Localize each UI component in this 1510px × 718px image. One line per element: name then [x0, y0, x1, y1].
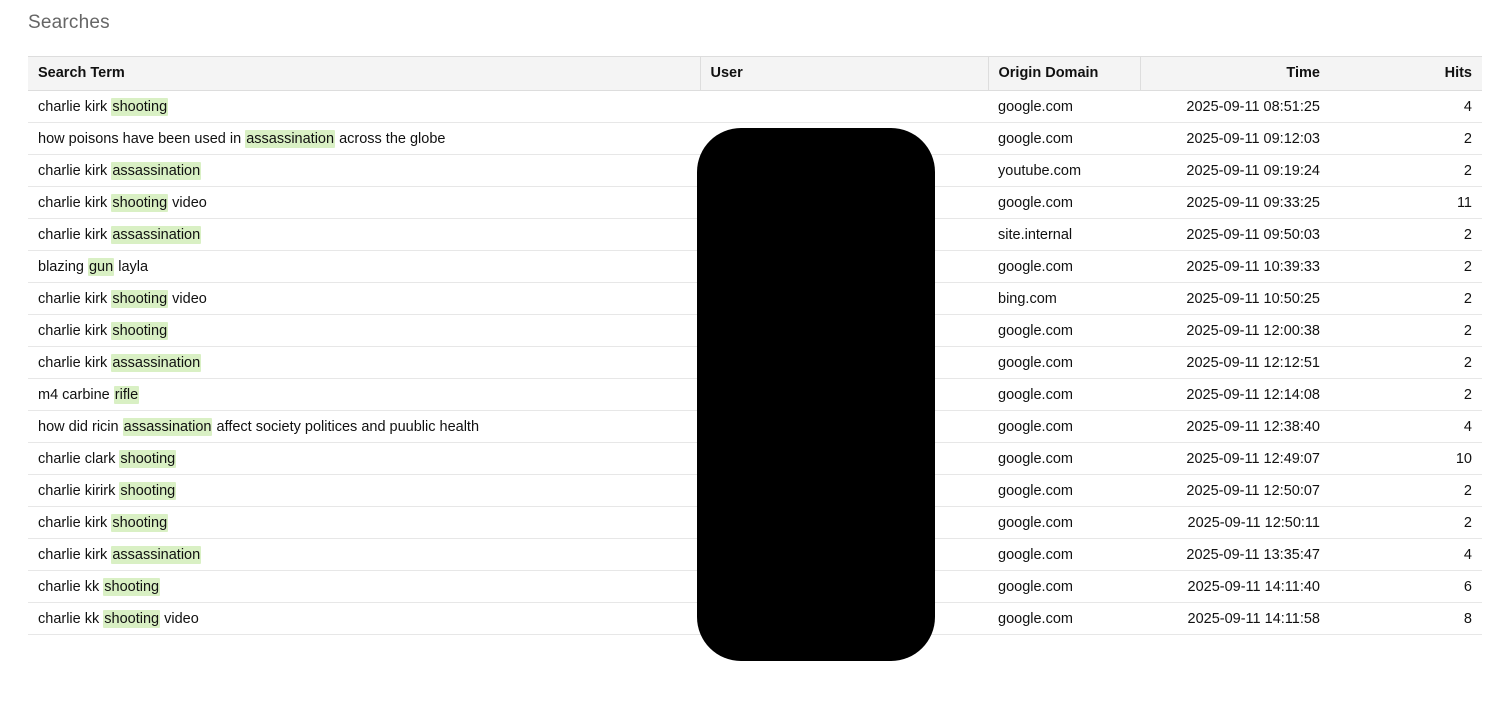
cell-time: 2025-09-11 12:14:08: [1140, 379, 1330, 411]
cell-time: 2025-09-11 12:38:40: [1140, 411, 1330, 443]
search-term-text: how poisons have been used in: [38, 130, 246, 147]
search-term-highlight: assassination: [123, 418, 212, 435]
cell-search-term: [28, 539, 700, 571]
search-term-text: video: [168, 290, 207, 307]
cell-search-term: [28, 251, 700, 283]
cell-hits: 2: [1330, 379, 1482, 411]
search-term-highlight: gun: [88, 258, 114, 275]
cell-origin-domain: google.com: [988, 91, 1140, 123]
cell-origin-domain: site.internal: [988, 219, 1140, 251]
cell-time: 2025-09-11 09:33:25: [1140, 187, 1330, 219]
cell-user: [700, 91, 988, 123]
cell-origin-domain: google.com: [988, 507, 1140, 539]
cell-time: 2025-09-11 13:35:47: [1140, 539, 1330, 571]
cell-origin-domain: google.com: [988, 315, 1140, 347]
cell-hits: 10: [1330, 443, 1482, 475]
cell-time: 2025-09-11 12:00:38: [1140, 315, 1330, 347]
search-term-highlight: rifle: [114, 386, 139, 403]
cell-hits: 2: [1330, 251, 1482, 283]
cell-search-term: [28, 443, 700, 475]
search-term-text: charlie kirk: [38, 98, 112, 115]
cell-hits: 2: [1330, 123, 1482, 155]
cell-search-term: [28, 475, 700, 507]
cell-search-term: [28, 187, 700, 219]
search-term-highlight: shooting: [104, 610, 160, 627]
search-term-highlight: shooting: [120, 482, 176, 499]
cell-search-term: [28, 571, 700, 603]
search-term-highlight: shooting: [120, 450, 176, 467]
search-term-highlight: shooting: [104, 578, 160, 595]
cell-search-term: [28, 603, 700, 635]
cell-hits: 2: [1330, 315, 1482, 347]
cell-hits: 2: [1330, 219, 1482, 251]
table-header: [28, 57, 1482, 91]
cell-time: 2025-09-11 08:51:25: [1140, 91, 1330, 123]
cell-time: 2025-09-11 09:50:03: [1140, 219, 1330, 251]
cell-hits: 11: [1330, 187, 1482, 219]
search-term-highlight: assassination: [112, 162, 201, 179]
cell-search-term: [28, 347, 700, 379]
cell-search-term: [28, 219, 700, 251]
search-term-text: video: [168, 194, 207, 211]
search-term-text: blazing: [38, 258, 88, 275]
search-term-text: charlie kirk: [38, 514, 112, 531]
cell-origin-domain: google.com: [988, 251, 1140, 283]
search-term-text: charlie kk: [38, 610, 104, 627]
cell-hits: 4: [1330, 539, 1482, 571]
cell-origin-domain: google.com: [988, 379, 1140, 411]
cell-origin-domain: google.com: [988, 539, 1140, 571]
search-term-highlight: shooting: [112, 98, 168, 115]
search-term-text: charlie kirk: [38, 226, 112, 243]
page-title: Searches: [28, 12, 110, 33]
cell-origin-domain: google.com: [988, 443, 1140, 475]
search-term-text: charlie clark: [38, 450, 120, 467]
search-term-text: layla: [114, 258, 149, 275]
cell-origin-domain: google.com: [988, 475, 1140, 507]
cell-hits: 2: [1330, 347, 1482, 379]
cell-search-term: [28, 315, 700, 347]
cell-origin-domain: google.com: [988, 187, 1140, 219]
search-term-highlight: shooting: [112, 290, 168, 307]
cell-time: 2025-09-11 12:49:07: [1140, 443, 1330, 475]
search-term-highlight: shooting: [112, 322, 168, 339]
cell-origin-domain: google.com: [988, 603, 1140, 635]
cell-time: 2025-09-11 12:50:11: [1140, 507, 1330, 539]
cell-origin-domain: youtube.com: [988, 155, 1140, 187]
cell-time: 2025-09-11 14:11:58: [1140, 603, 1330, 635]
cell-time: 2025-09-11 10:39:33: [1140, 251, 1330, 283]
column-header-user[interactable]: User: [700, 57, 988, 91]
cell-time: 2025-09-11 09:19:24: [1140, 155, 1330, 187]
search-term-text: across the globe: [335, 130, 446, 147]
search-term-text: charlie kirk: [38, 322, 112, 339]
column-header-hits[interactable]: Hits: [1330, 57, 1482, 91]
cell-hits: 8: [1330, 603, 1482, 635]
column-header-origin-domain[interactable]: Origin Domain: [988, 57, 1140, 91]
search-term-highlight: assassination: [112, 546, 201, 563]
cell-origin-domain: google.com: [988, 123, 1140, 155]
search-term-highlight: shooting: [112, 194, 168, 211]
searches-table-container: [28, 56, 1482, 635]
search-term-highlight: shooting: [112, 514, 168, 531]
cell-hits: 4: [1330, 411, 1482, 443]
search-term-text: m4 carbine: [38, 386, 114, 403]
search-term-text: affect society politices and puublic health: [212, 418, 480, 435]
cell-origin-domain: google.com: [988, 347, 1140, 379]
cell-time: 2025-09-11 12:12:51: [1140, 347, 1330, 379]
search-term-text: charlie kirk: [38, 546, 112, 563]
search-term-text: charlie kirk: [38, 162, 112, 179]
search-term-text: charlie kirk: [38, 290, 112, 307]
search-term-text: charlie kk: [38, 578, 104, 595]
user-column-redaction-overlay: [697, 128, 935, 661]
search-term-highlight: assassination: [112, 354, 201, 371]
search-term-highlight: assassination: [112, 226, 201, 243]
cell-hits: 6: [1330, 571, 1482, 603]
cell-search-term: [28, 155, 700, 187]
cell-hits: 2: [1330, 475, 1482, 507]
cell-time: 2025-09-11 09:12:03: [1140, 123, 1330, 155]
table-header-row: [28, 57, 1482, 91]
search-term-highlight: assassination: [246, 130, 335, 147]
cell-origin-domain: bing.com: [988, 283, 1140, 315]
cell-origin-domain: google.com: [988, 411, 1140, 443]
cell-search-term: [28, 411, 700, 443]
column-header-time[interactable]: Time: [1140, 57, 1330, 91]
search-term-text: charlie kirirk: [38, 482, 120, 499]
cell-search-term: [28, 507, 700, 539]
cell-hits: 2: [1330, 507, 1482, 539]
cell-time: 2025-09-11 12:50:07: [1140, 475, 1330, 507]
search-term-text: charlie kirk: [38, 354, 112, 371]
cell-search-term: [28, 123, 700, 155]
search-term-text: charlie kirk: [38, 194, 112, 211]
search-term-text: how did ricin: [38, 418, 123, 435]
cell-time: 2025-09-11 14:11:40: [1140, 571, 1330, 603]
column-header-search-term[interactable]: Search Term: [28, 57, 700, 91]
cell-search-term: [28, 283, 700, 315]
cell-time: 2025-09-11 10:50:25: [1140, 283, 1330, 315]
cell-origin-domain: google.com: [988, 571, 1140, 603]
table-row[interactable]: [28, 91, 1482, 123]
cell-hits: 2: [1330, 283, 1482, 315]
cell-hits: 2: [1330, 155, 1482, 187]
cell-hits: 4: [1330, 91, 1482, 123]
search-term-text: video: [160, 610, 199, 627]
cell-search-term: [28, 91, 700, 123]
cell-search-term: [28, 379, 700, 411]
